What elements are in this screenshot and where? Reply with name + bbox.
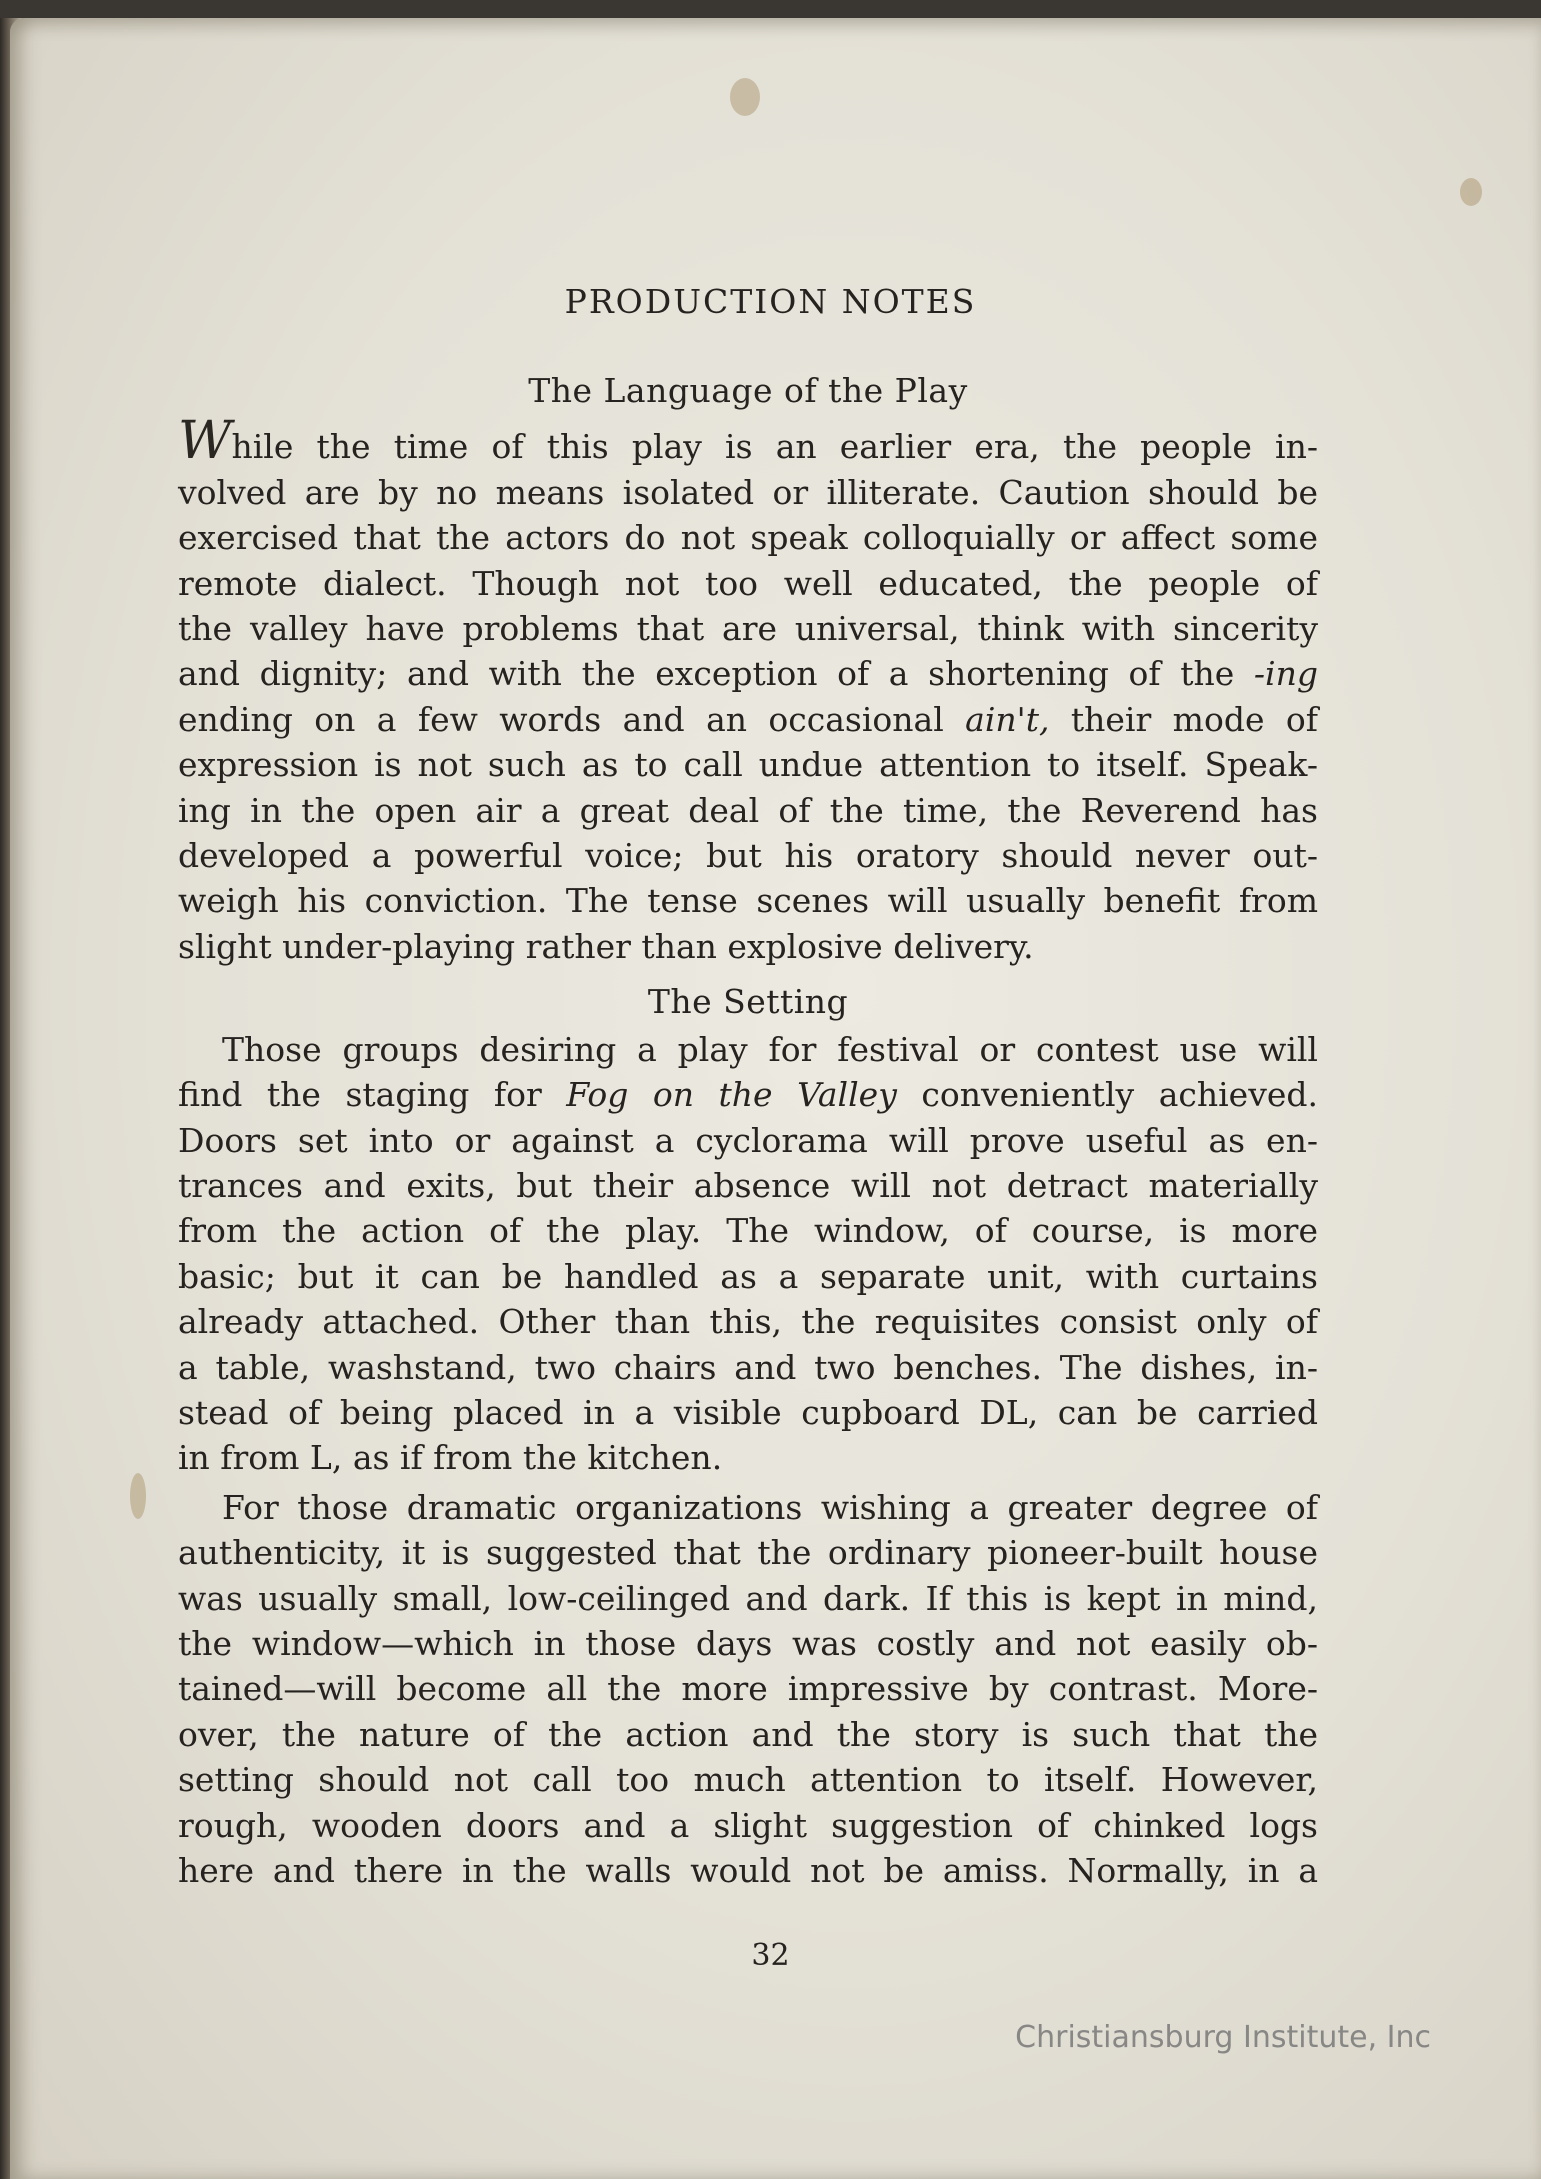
- page-stain: [730, 78, 760, 116]
- page-stain: [130, 1473, 146, 1519]
- watermark-text: Christiansburg Institute, Inc: [1015, 2020, 1431, 2055]
- page-number: 32: [751, 1938, 790, 1973]
- text-line: slight under-playing rather than explosive delivery.: [178, 926, 1034, 966]
- text-line: find the staging for Fog on the Valley conveniently achieved.: [178, 1075, 1318, 1115]
- text-line: volved are by no means isolated or illiterate. Caution should be: [178, 472, 1318, 512]
- text-line: the window—which in those days was costly and not easily ob-: [178, 1623, 1318, 1663]
- text-line: from the action of the play. The window, of course, is more: [178, 1211, 1318, 1251]
- text-line: While the time of this play is an earlier era, the people in-: [178, 411, 1318, 472]
- text-line: basic; but it can be handled as a separate unit, with curtains: [178, 1256, 1318, 1296]
- text-line: over, the nature of the action and the story is such that the: [178, 1714, 1318, 1754]
- text-line: developed a powerful voice; but his oratory should never out-: [178, 836, 1318, 876]
- text-line: a table, washstand, two chairs and two benches. The dishes, in-: [178, 1347, 1318, 1387]
- text-line: setting should not call too much attention to itself. However,: [178, 1760, 1318, 1800]
- text-line: trances and exits, but their absence will not detract materially: [178, 1165, 1318, 1205]
- text-line: ending on a few words and an occasional ain't, their mode of: [178, 699, 1318, 739]
- text-line: in from L, as if from the kitchen.: [178, 1438, 723, 1478]
- text-line: stead of being placed in a visible cupboard DL, can be carried: [178, 1392, 1318, 1432]
- text-line: weigh his conviction. The tense scenes will usually benefit from: [178, 881, 1318, 921]
- text-column: [178, 268, 1318, 1893]
- section-heading-language: The Language of the Play: [528, 371, 968, 410]
- text-line: For those dramatic organizations wishing a greater degree of: [222, 1487, 1318, 1527]
- text-line: ing in the open air a great deal of the time, the Reverend has: [178, 790, 1318, 830]
- text-line: Those groups desiring a play for festival or contest use will: [222, 1029, 1318, 1069]
- page-stain: [1460, 178, 1482, 206]
- text-line: was usually small, low-ceilinged and dark. If this is kept in mind,: [178, 1578, 1318, 1618]
- text-line: and dignity; and with the exception of a shortening of the -ing: [178, 654, 1318, 694]
- drop-cap: W: [178, 411, 232, 472]
- page-title: PRODUCTION NOTES: [564, 282, 977, 321]
- text-line: exercised that the actors do not speak colloquially or affect some: [178, 518, 1318, 558]
- text-line: authenticity, it is suggested that the ordinary pioneer-built house: [178, 1533, 1318, 1573]
- text-line: already attached. Other than this, the requisites consist only of: [178, 1302, 1318, 1342]
- text-line: the valley have problems that are universal, think with sincerity: [178, 609, 1318, 649]
- text-line: expression is not such as to call undue attention to itself. Speak-: [178, 745, 1318, 785]
- text-line: here and there in the walls would not be amiss. Normally, in a: [178, 1851, 1318, 1890]
- text-line: rough, wooden doors and a slight suggestion of chinked logs: [178, 1805, 1318, 1845]
- section-heading-setting: The Setting: [647, 982, 849, 1022]
- text-line: Doors set into or against a cyclorama will prove useful as en-: [178, 1120, 1318, 1160]
- text-line: remote dialect. Though not too well educated, the people of: [178, 563, 1318, 603]
- text-line: tained—will become all the more impressive by contrast. More-: [178, 1669, 1318, 1709]
